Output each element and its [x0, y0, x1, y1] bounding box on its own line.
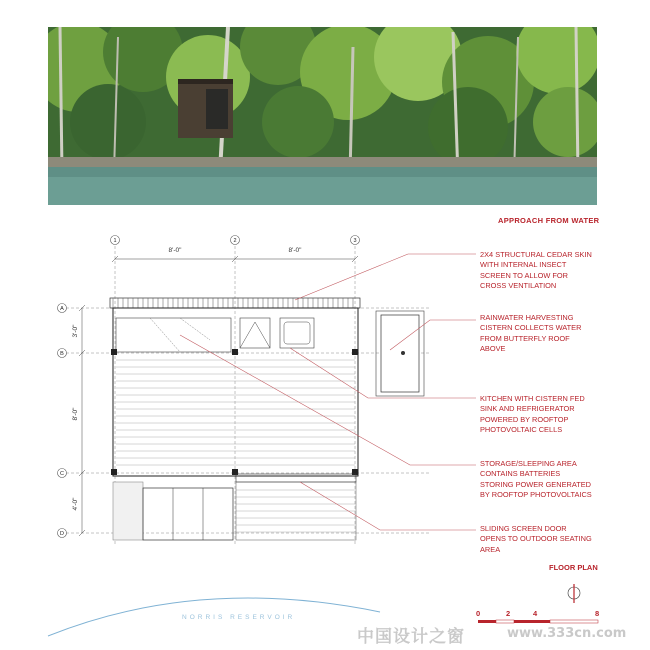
scale-label-8: 8: [595, 609, 600, 618]
watermark-chinese: 中国设计之窗: [357, 627, 465, 647]
leader-storage: [180, 335, 476, 465]
note-storage: STORAGE/SLEEPING AREA CONTAINS BATTERIES STORING POWER GENERATED BY ROOFTOP PHOTOVOLTAICS: [480, 459, 592, 500]
dim-horizontal-1: 8'-0": [168, 247, 182, 254]
cistern: [381, 315, 419, 392]
approach-caption: APPROACH FROM WATER: [498, 216, 600, 225]
scale-label-2: 2: [506, 609, 511, 618]
scale-label-0: 0: [476, 609, 481, 618]
grid-label-a: A: [60, 306, 64, 312]
gravel-strip: [113, 482, 143, 540]
note-rainwater: RAINWATER HARVESTING CISTERN COLLECTS WATER FROM BUTTERFLY ROOF ABOVE: [480, 313, 582, 354]
dim-vertical-1: 3'-0": [72, 324, 79, 338]
grid-label-2: 2: [233, 238, 237, 244]
dim-vertical-3: 4'-0": [72, 497, 79, 511]
grid-label-d: D: [60, 531, 64, 537]
grid-label-c: C: [60, 471, 64, 477]
grid-label-3: 3: [353, 238, 357, 244]
reservoir-label: NORRIS RESERVOIR: [182, 614, 296, 621]
dim-horizontal-2: 8'-0": [288, 247, 302, 254]
note-kitchen: KITCHEN WITH CISTERN FED SINK AND REFRIGERATOR POWERED BY ROOFTOP PHOTOVOLTAIC CELLS: [480, 394, 585, 435]
scale-bar: [478, 620, 598, 623]
sliding-screen-door: [143, 488, 233, 540]
floor-plan-title: FLOOR PLAN: [549, 563, 598, 572]
watermark-url: www.333cn.com: [507, 626, 627, 641]
scale-label-4: 4: [533, 609, 538, 618]
grid-label-1: 1: [113, 238, 117, 244]
leader-cedar-skin: [295, 254, 476, 300]
dim-vertical-2: 8'-0": [72, 407, 79, 421]
leader-sliding-door: [300, 482, 476, 530]
note-sliding-door: SLIDING SCREEN DOOR OPENS TO OUTDOOR SEATING AREA: [480, 524, 592, 554]
note-cedar-skin: 2X4 STRUCTURAL CEDAR SKIN WITH INTERNAL INSECT SCREEN TO ALLOW FOR CROSS VENTILATION: [480, 250, 592, 291]
counter: [116, 318, 231, 352]
grid-label-b: B: [60, 351, 64, 357]
